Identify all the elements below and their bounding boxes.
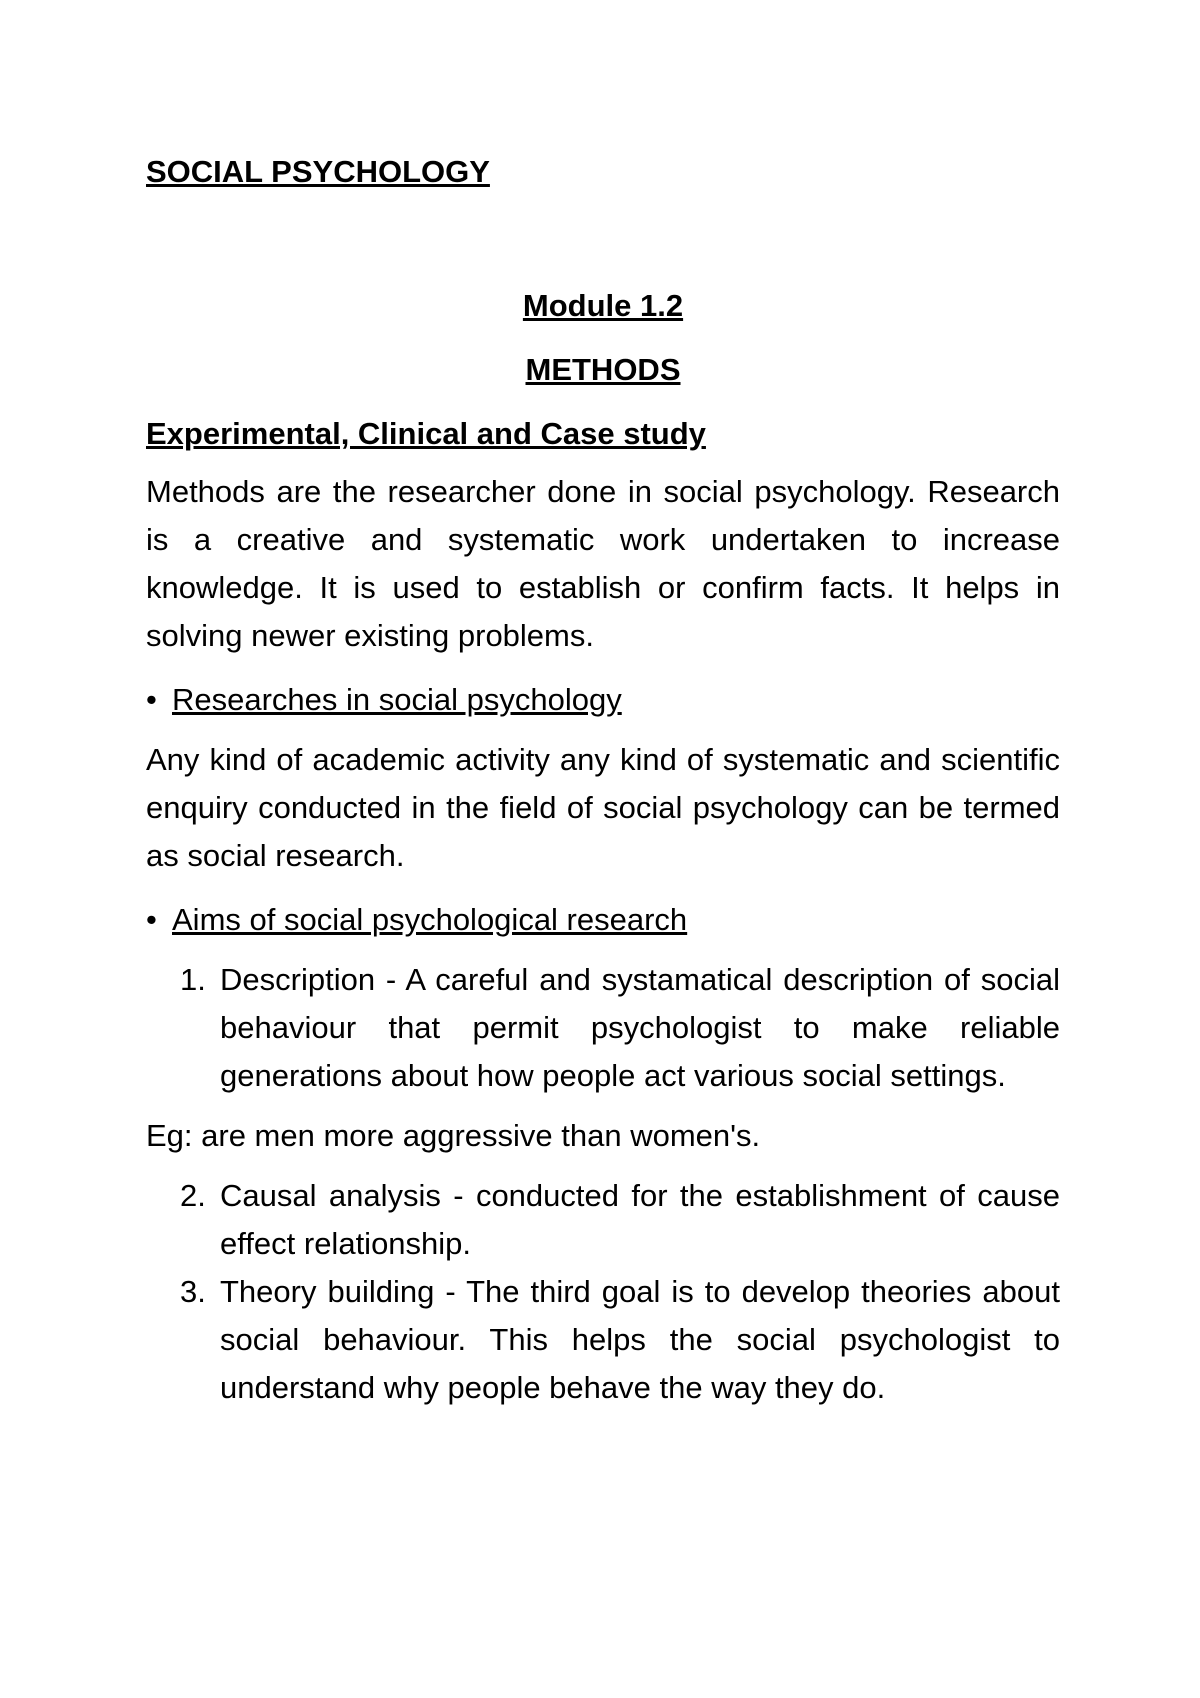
list-item [146, 1172, 1060, 1268]
intro-paragraph: Methods are the researcher done in social psychology. Research is a creative and systematic work undertaken to increase knowledge. It is used to establish or confirm facts. It helps in solving newer existing problems. [146, 474, 1060, 653]
aims-list [146, 956, 1060, 1100]
aims-list-continued [146, 1172, 1060, 1412]
aims-heading-label: Aims of social psychological research [172, 902, 688, 937]
list-item [146, 1268, 1060, 1412]
section-subtitle: Experimental, Clinical and Case study [146, 416, 706, 451]
module-heading: Module 1.2 [522, 288, 684, 323]
document-title: SOCIAL PSYCHOLOGY [146, 154, 490, 189]
list-item-text: Causal analysis - conducted for the establishment of cause effect relationship. [220, 1178, 1060, 1261]
example-text: Eg: are men more aggressive than women's. [146, 1118, 761, 1153]
document-content [146, 150, 1060, 1412]
list-item-number: 3. [180, 1274, 206, 1309]
list-item-text: Description - A careful and systamatical description of social behaviour that permit psychologist to make reliable generations about how people act various social settings. [220, 962, 1060, 1093]
researches-paragraph: Any kind of academic activity any kind of systematic and scientific enquiry conducted in the field of social psychology can be termed as social research. [146, 742, 1060, 873]
aims-heading [146, 896, 1060, 944]
list-item-number: 2. [180, 1178, 206, 1213]
section-heading: METHODS [525, 352, 681, 387]
list-item-text: Theory building - The third goal is to develop theories about social behaviour. This helps the social psychologist to understand why people behave the way they do. [220, 1274, 1060, 1405]
researches-heading [146, 676, 1060, 724]
list-item [146, 956, 1060, 1100]
researches-heading-label: Researches in social psychology [172, 682, 622, 717]
list-item-number: 1. [180, 962, 206, 997]
bullet-icon: • [146, 682, 157, 717]
bullet-icon: • [146, 902, 157, 937]
